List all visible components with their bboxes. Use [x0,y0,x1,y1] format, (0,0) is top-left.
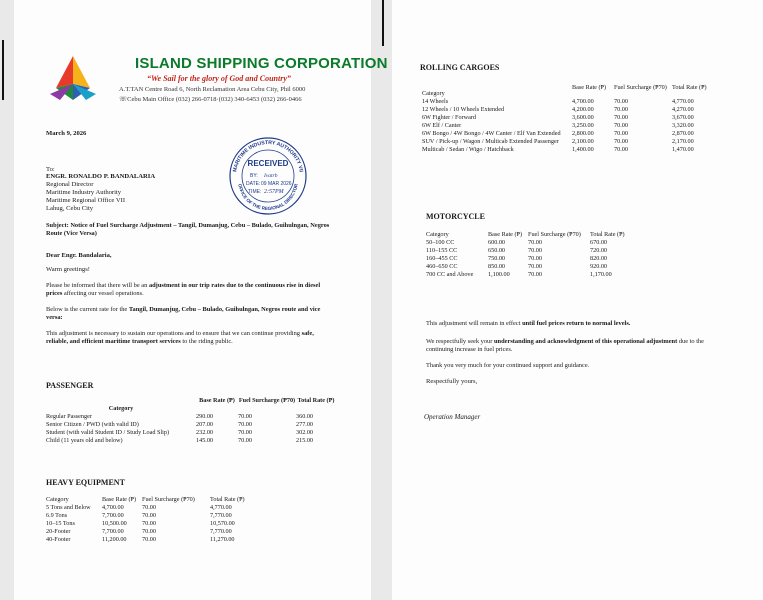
row-category: 6W Elf / Canter [422,122,462,129]
row-category: 5 Tons and Below [46,504,91,511]
row-value: 207.00 [196,421,214,428]
column-header: Category [422,90,445,97]
table-body [46,504,276,544]
column-header: Total Rate (₱) [672,84,707,91]
row-category: 700 CC and Above [426,271,474,278]
paragraph-necessity [46,330,331,346]
row-value: 4,770.00 [210,504,232,511]
passenger-rate-table [46,397,336,445]
row-value: 7,770.00 [210,528,232,535]
row-value: 70.00 [142,528,156,535]
company-name: ISLAND SHIPPING CORPORATION [135,55,388,72]
row-value: 2,870.00 [672,130,694,137]
closing-paragraph-effect [426,320,726,328]
row-value: 70.00 [614,138,628,145]
table-row [46,520,276,528]
row-category: Senior Citizen / PWD (with valid ID) [46,421,139,428]
stamp-received: RECEIVED [247,159,289,168]
table-row [46,437,336,445]
row-category: 12 Wheels / 10 Wheels Extended [422,106,505,113]
table-body [426,239,646,279]
row-value: 302.00 [296,429,314,436]
scan-edge [382,0,384,46]
recipient-line: Maritime Industry Authority [46,189,122,196]
para-text: We respectfully seek your [426,338,494,345]
row-value: 4,270.00 [672,106,694,113]
table-row [422,146,712,154]
column-header: Fuel Surcharge (₱70) [614,84,667,91]
table-row [46,536,276,544]
row-value: 70.00 [238,437,252,444]
para-text: Please be informed that there will be an [46,282,149,289]
stamp-by-label: BY: [250,173,258,179]
row-value: 70.00 [528,263,542,270]
row-value: 750.00 [488,255,506,262]
para-emphasis: until fuel prices return to normal levels. [522,320,631,327]
row-category: 6W Bongo / 4W Bongo / 4W Canter / Elf Van Extended [422,130,561,137]
stamp-date-value: 09 MAR 2026 [261,181,292,187]
passenger-title: PASSENGER [46,381,94,390]
letter-subject: Subject: Notice of Fuel Surcharge Adjustment – Tangil, Dumanjug, Cebu – Bulado, Guihulngan, Negros Route (Vice Versa) [46,222,330,237]
row-value: 650.00 [488,247,506,254]
row-value: 850.00 [488,263,506,270]
salutation: Dear Engr. Bandalaria, [46,252,112,259]
row-category: 460–650 CC [426,263,458,270]
recipient-line: Lahug, Cebu City [46,205,94,212]
row-category: 6.9 Tons [46,512,68,519]
letter-page-2 [392,0,763,600]
row-value: 7,700.00 [102,528,124,535]
para-text: Below is the current rate for the [46,306,129,313]
signatory-title: Operation Manager [424,413,481,421]
row-value: 10,500.00 [102,520,127,527]
row-value: 70.00 [528,247,542,254]
table-row [426,271,646,279]
row-value: 11,270.00 [210,536,235,543]
company-tagline: “We Sail for the glory of God and Country” [147,74,291,83]
table-row [422,98,712,106]
row-category: 50–100 CC [426,239,455,246]
table-header-row [46,397,336,413]
table-row [46,421,336,429]
row-category: 10–15 Tons [46,520,75,527]
column-header: Fuel Surcharge (₱70) [528,231,581,238]
row-value: 70.00 [528,271,542,278]
company-address: A.T.TAN Centre Road 6, North Reclamation Area Cebu City, Phil 6000 [119,86,306,93]
row-category: 14 Wheels [422,98,449,105]
row-value: 70.00 [528,255,542,262]
table-row [426,247,646,255]
stamp-ring-bottom: OFFICE OF THE REGIONAL DIRECTOR [237,183,299,212]
row-value: 4,200.00 [572,106,594,113]
row-value: 70.00 [614,146,628,153]
paragraph-adjustment [46,282,326,298]
letter-page-1 [14,0,388,600]
row-value: 70.00 [614,114,628,121]
paragraph-current-rate [46,306,331,322]
row-value: 70.00 [142,520,156,527]
column-header: Total Rate (₱) [297,397,335,404]
row-value: 232.00 [196,429,214,436]
row-value: 277.00 [296,421,314,428]
column-header: Fuel Surcharge (₱70) [142,496,195,503]
row-value: 11,200.00 [102,536,127,543]
greeting: Warm greetings! [46,266,90,273]
heavy-equipment-rate-table [46,496,276,544]
row-value: 70.00 [238,421,252,428]
row-category: Multicab / Sedan / Wigo / Hatchback [422,146,514,153]
recipient-line: Maritime Regional Office VII [46,197,126,204]
company-logo [48,54,98,102]
row-category: 20-Footer [46,528,71,535]
stamp-time-value: 2:57PM [264,189,284,195]
table-row [426,255,646,263]
row-value: 3,250.00 [572,122,594,129]
row-value: 7,770.00 [210,512,232,519]
row-value: 920.00 [590,263,608,270]
heavy-equipment-title: HEAVY EQUIPMENT [46,478,125,487]
row-value: 70.00 [238,413,252,420]
row-value: 360.00 [296,413,314,420]
table-row [422,130,712,138]
column-header: Total Rate (₱) [590,231,625,238]
row-value: 70.00 [142,536,156,543]
row-value: 70.00 [614,98,628,105]
row-category: 160–455 CC [426,255,458,262]
table-row [46,504,276,512]
recipient-line: Regional Director [46,181,94,188]
motorcycle-rate-table [426,231,646,279]
row-category: 110–155 CC [426,247,458,254]
para-emphasis: Tangil, Dumanjug, Cebu – Bulado, Guihulngan, Negros route and vice versa: [46,306,321,321]
row-category: 40-Footer [46,536,71,543]
table-header-row [426,231,646,239]
row-value: 70.00 [238,429,252,436]
row-value: 1,170.00 [590,271,612,278]
para-text: to the riding public. [180,338,233,345]
stamp-ring-top: MARITIME INDUSTRY AUTHORITY VII [232,139,304,173]
table-row [422,122,712,130]
table-header-row [46,496,276,504]
row-value: 145.00 [196,437,214,444]
row-value: 720.00 [590,247,608,254]
rolling-cargoes-rate-table [422,84,712,154]
para-emphasis: safe, reliable, and efficient maritime transport services [46,330,314,345]
rolling-cargoes-title: ROLLING CARGOES [420,63,500,72]
para-text: affecting our vessel operations. [62,290,144,297]
row-category: Regular Passenger [46,413,92,420]
row-value: 290.00 [196,413,214,420]
table-row [422,106,712,114]
table-row [422,114,712,122]
row-value: 10,570.00 [210,520,235,527]
row-category: Student (with valid Student ID / Study Load Slip) [46,429,170,436]
row-value: 3,600.00 [572,114,594,121]
table-header-row [422,84,712,98]
table-row [46,512,276,520]
company-phones: ☏Cebu Main Office (032) 266-0718·(032) 340-6453 (032) 266-0466 [119,96,302,103]
table-row [46,413,336,421]
row-value: 2,800.00 [572,130,594,137]
column-header: Base Rate (₱) [488,231,523,238]
row-value: 1,100.00 [488,271,510,278]
column-header: Base Rate (₱) [572,84,607,91]
row-value: 4,700.00 [572,98,594,105]
column-header: Category [426,231,449,238]
received-stamp [228,136,308,216]
row-value: 70.00 [614,130,628,137]
column-header: Fuel Surcharge (₱70) [238,397,296,404]
to-label: To: [46,166,55,173]
row-value: 70.00 [614,122,628,129]
row-value: 3,320.00 [672,122,694,129]
row-value: 3,670.00 [672,114,694,121]
column-header: Base Rate (₱) [199,397,235,404]
row-category: Child (11 years old and below) [46,437,123,444]
column-header: Category [108,405,134,412]
row-value: 4,770.00 [672,98,694,105]
row-value: 215.00 [296,437,314,444]
row-value: 7,700.00 [102,512,124,519]
table-row [422,138,712,146]
table-row [46,528,276,536]
row-category: SUV / Pick-up / Wagon / Multicab Extended Passenger [422,138,559,145]
closing-paragraph-acknowledgment [426,338,716,354]
row-value: 600.00 [488,239,506,246]
row-value: 1,470.00 [672,146,694,153]
row-value: 70.00 [142,504,156,511]
table-row [46,429,336,437]
recipient-name: ENGR. RONALDO P. BANDALARIA [46,173,156,180]
stamp-date-label: DATE: [246,181,261,187]
row-value: 2,170.00 [672,138,694,145]
stamp-time-label: TIME: [248,189,262,195]
table-body [46,413,336,445]
motorcycle-title: MOTORCYCLE [426,212,485,221]
table-row [426,263,646,271]
row-value: 70.00 [528,239,542,246]
column-header: Base Rate (₱) [102,496,137,503]
para-emphasis: understanding and acknowledgment of this operational adjustment [493,338,678,345]
letter-date: March 9, 2026 [46,130,87,137]
column-header: Total Rate (₱) [210,496,245,503]
para-text: This adjustment will remain in effect [426,320,523,327]
row-value: 70.00 [614,106,628,113]
para-emphasis: adjustment in our trip rates due to the continuous rise in diesel prices [46,282,321,297]
closing-paragraph-thanks: Thank you very much for your continued support and guidance. [426,362,590,369]
row-value: 2,100.00 [572,138,594,145]
row-value: 70.00 [142,512,156,519]
row-value: 820.00 [590,255,608,262]
row-category: 6W Fighter / Forward [422,114,477,121]
row-value: 4,700.00 [102,504,124,511]
table-row [426,239,646,247]
stamp-by-value: Ivatrb [264,173,278,179]
scan-edge [2,40,4,100]
row-value: 1,400.00 [572,146,594,153]
para-text: due to the continuing increase in fuel prices. [426,338,705,353]
para-text: This adjustment is necessary to sustain our operations and to ensure that we can continue providing [46,330,302,337]
row-value: 670.00 [590,239,608,246]
table-body [422,98,712,154]
sign-off: Respectfully yours, [426,378,478,385]
column-header: Category [46,496,69,503]
